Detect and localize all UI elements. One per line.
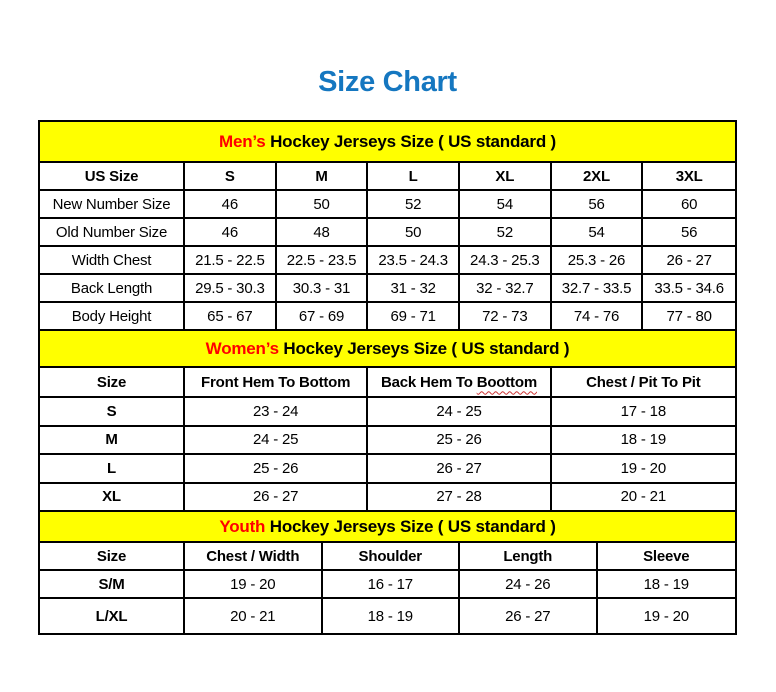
size-value-cell: 20 - 21: [620, 488, 666, 506]
size-label-cell: Body Height: [40, 303, 185, 329]
section-band-highlight: Men’s: [219, 131, 266, 151]
column-header-cell: [368, 368, 551, 396]
size-label-cell: XL: [40, 484, 185, 511]
section-band-youth: [40, 512, 735, 543]
section-band-text: Hockey Jerseys Size ( US standard ): [278, 338, 570, 358]
column-header-cell: [185, 543, 323, 569]
size-value-cell: 74 - 76: [552, 303, 644, 329]
column-header-label: S: [224, 167, 235, 185]
section-band-mens: [40, 122, 735, 163]
size-value-cell: 20 - 21: [185, 599, 323, 633]
column-header-label: Size: [96, 547, 127, 565]
column-header-label: 2XL: [583, 167, 610, 185]
table-row-youth: [40, 599, 735, 633]
size-value-cell: 54: [552, 219, 644, 245]
size-label-cell: Width Chest: [40, 247, 185, 273]
size-value-cell: 19 - 20: [185, 571, 323, 597]
column-header-label: Length: [503, 547, 553, 565]
column-header-label: Shoulder: [358, 547, 422, 565]
column-header-cell: [460, 543, 598, 569]
column-header-cell: [185, 163, 277, 189]
column-header-cell: [185, 368, 368, 396]
column-header-label: Front Hem To Bottom: [201, 373, 351, 391]
size-value-cell: 26 - 27: [666, 251, 712, 269]
table-row-youth: [40, 571, 735, 599]
column-header-label: Chest / Pit To Pit: [586, 373, 701, 391]
size-value-cell: 21.5 - 22.5: [185, 247, 277, 273]
size-value-cell: 72 - 73: [460, 303, 552, 329]
section-band-highlight: Youth: [219, 516, 266, 536]
table-row-mens: [40, 303, 735, 331]
table-row-mens: [40, 275, 735, 303]
column-header-row-mens: [40, 163, 735, 191]
size-label-cell: M: [40, 427, 185, 454]
size-value-cell: 67 - 69: [277, 303, 369, 329]
column-header-label: M: [315, 167, 328, 185]
size-value-cell: 18 - 19: [643, 575, 689, 593]
column-header-label: Chest / Width: [206, 547, 300, 565]
section-band-text: Hockey Jerseys Size ( US standard ): [265, 516, 556, 536]
size-value-cell: 48: [277, 219, 369, 245]
size-value-cell: 23 - 24: [185, 398, 368, 425]
size-value-cell: 19 - 20: [643, 607, 689, 625]
size-value-cell: 26 - 27: [185, 484, 368, 511]
page-title: Size Chart: [318, 66, 457, 98]
size-chart-table: [38, 120, 737, 635]
size-value-cell: 24 - 25: [185, 427, 368, 454]
size-value-cell: 16 - 17: [323, 571, 461, 597]
size-value-cell: 32.7 - 33.5: [552, 275, 644, 301]
size-value-cell: 29.5 - 30.3: [185, 275, 277, 301]
size-value-cell: 77 - 80: [666, 307, 712, 325]
column-header-cell: [552, 163, 644, 189]
column-header-label: US Size: [84, 167, 139, 185]
size-value-cell: 26 - 27: [368, 455, 551, 482]
size-label-cell: L/XL: [40, 599, 185, 633]
size-value-cell: 52: [460, 219, 552, 245]
column-header-cell: [552, 368, 735, 396]
column-header-cell: [40, 163, 185, 189]
column-header-cell: [460, 163, 552, 189]
size-value-cell: 69 - 71: [368, 303, 460, 329]
size-value-cell: 23.5 - 24.3: [368, 247, 460, 273]
table-row-womens: [40, 455, 735, 484]
size-value-cell: 31 - 32: [368, 275, 460, 301]
size-value-cell: 32 - 32.7: [460, 275, 552, 301]
column-header-row-womens: [40, 368, 735, 398]
size-label-cell: New Number Size: [40, 191, 185, 217]
column-header-cell: [40, 543, 185, 569]
column-header-row-youth: [40, 543, 735, 571]
size-label-cell: S: [40, 398, 185, 425]
column-header-cell: [643, 163, 735, 189]
misspelled-word: Boottom: [476, 373, 537, 391]
size-label-cell: Old Number Size: [40, 219, 185, 245]
column-header-label: Back Hem To: [381, 373, 477, 391]
size-value-cell: 60: [681, 195, 698, 213]
size-value-cell: 56: [681, 223, 698, 241]
column-header-cell: [598, 543, 736, 569]
size-value-cell: 22.5 - 23.5: [277, 247, 369, 273]
table-row-mens: [40, 191, 735, 219]
column-header-label: Sleeve: [643, 547, 690, 565]
column-header-label: Size: [96, 373, 127, 391]
column-header-label: XL: [495, 167, 515, 185]
size-value-cell: 25.3 - 26: [552, 247, 644, 273]
column-header-cell: [323, 543, 461, 569]
column-header-cell: [368, 163, 460, 189]
size-value-cell: 24 - 26: [460, 571, 598, 597]
column-header-cell: [277, 163, 369, 189]
table-row-mens: [40, 247, 735, 275]
size-value-cell: 46: [185, 191, 277, 217]
section-band-womens: [40, 331, 735, 368]
size-label-cell: L: [40, 455, 185, 482]
size-value-cell: 54: [460, 191, 552, 217]
size-value-cell: 52: [368, 191, 460, 217]
section-band-highlight: Women’s: [205, 338, 279, 358]
size-value-cell: 18 - 19: [620, 431, 666, 449]
size-value-cell: 24.3 - 25.3: [460, 247, 552, 273]
size-value-cell: 50: [368, 219, 460, 245]
table-row-womens: [40, 484, 735, 513]
size-value-cell: 65 - 67: [185, 303, 277, 329]
size-value-cell: 18 - 19: [323, 599, 461, 633]
size-label-cell: Back Length: [40, 275, 185, 301]
column-header-label: 3XL: [675, 167, 703, 185]
table-row-womens: [40, 427, 735, 456]
size-value-cell: 30.3 - 31: [277, 275, 369, 301]
table-row-womens: [40, 398, 735, 427]
size-value-cell: 19 - 20: [620, 459, 666, 477]
column-header-label: L: [408, 167, 418, 185]
size-value-cell: 33.5 - 34.6: [654, 279, 724, 297]
section-band-text: Hockey Jerseys Size ( US standard ): [265, 131, 556, 151]
size-value-cell: 27 - 28: [368, 484, 551, 511]
size-label-cell: S/M: [40, 571, 185, 597]
size-value-cell: 26 - 27: [460, 599, 598, 633]
size-value-cell: 46: [185, 219, 277, 245]
size-value-cell: 17 - 18: [620, 402, 666, 420]
size-value-cell: 25 - 26: [185, 455, 368, 482]
size-value-cell: 25 - 26: [368, 427, 551, 454]
column-header-cell: [40, 368, 185, 396]
size-value-cell: 24 - 25: [368, 398, 551, 425]
table-row-mens: [40, 219, 735, 247]
size-value-cell: 50: [277, 191, 369, 217]
size-value-cell: 56: [552, 191, 644, 217]
